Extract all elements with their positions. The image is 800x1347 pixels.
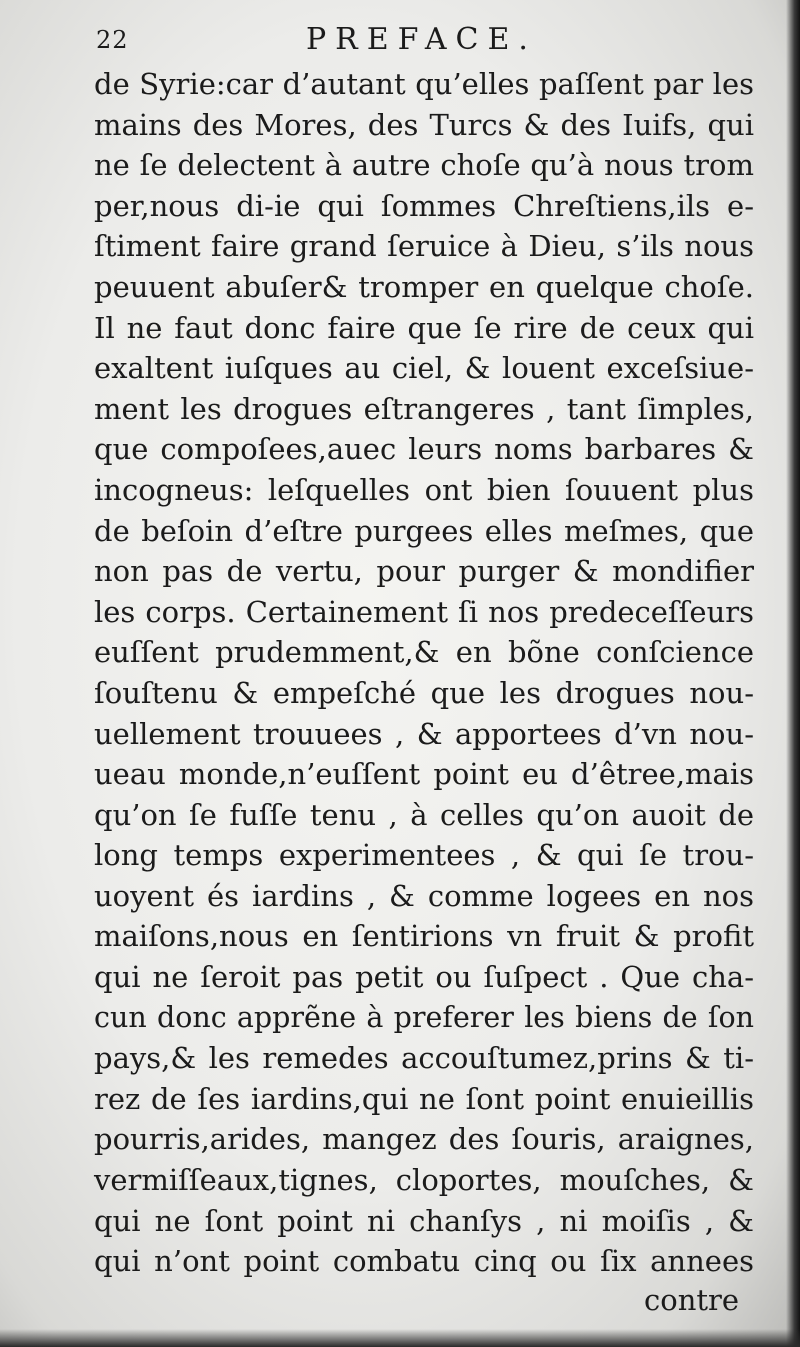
page-number: 22 bbox=[96, 26, 129, 54]
page-edge-shadow bbox=[786, 0, 800, 1347]
body-text bbox=[94, 64, 754, 1282]
text-line: qui n’ont point combatu cinq ou ſix annees bbox=[94, 1244, 754, 1279]
text-line: ueau monde,n’euſſent point eu d’êtree,mais bbox=[94, 757, 754, 792]
text-line: les corps. Certainement ſi nos predeceſſeurs bbox=[94, 594, 754, 629]
text-line: vermiſſeaux,tignes, cloportes, mouſches, & bbox=[94, 1163, 754, 1198]
text-line: long temps experimentees , & qui ſe trou- bbox=[94, 838, 754, 873]
text-line: non pas de vertu, pour purger & mondifier bbox=[94, 554, 754, 589]
text-line: maiſons,nous en ſentirions vn fruit & profit bbox=[94, 919, 754, 954]
text-line: pourris,arides, mangez des ſouris, araignes, bbox=[94, 1122, 754, 1157]
text-line: ſouſtenu & empeſché que les drogues nou- bbox=[94, 675, 754, 710]
text-line: qu’on ſe fuſſe tenu , à celles qu’on auoit de bbox=[94, 797, 754, 832]
page-header bbox=[96, 22, 756, 58]
text-line: que compoſees,auec leurs noms barbares & bbox=[94, 432, 754, 467]
text-line: ne ſe delectent à autre choſe qu’à nous trom bbox=[94, 148, 754, 183]
text-line: cun donc apprẽne à preferer les biens de ſon bbox=[94, 1000, 754, 1034]
running-head: PREFACE. bbox=[306, 22, 537, 57]
page-bottom-shadow bbox=[0, 1329, 800, 1347]
text-line: Il ne faut donc faire que ſe rire de ceux qui bbox=[94, 310, 754, 345]
text-line: exaltent iuſques au ciel, & louent exceſsiue- bbox=[94, 351, 754, 386]
text-line: incogneus: leſquelles ont bien ſouuent plus bbox=[94, 472, 754, 507]
text-line: ſtiment faire grand ſeruice à Dieu, s’ils nous bbox=[94, 229, 754, 264]
text-line: pays,& les remedes accouſtumez,prins & ti- bbox=[94, 1041, 754, 1076]
text-line: qui ne ſeroit pas petit ou ſuſpect . Que cha- bbox=[94, 960, 754, 995]
catchword: contre bbox=[644, 1283, 740, 1317]
text-line: per,nous di-ie qui ſommes Chreſtiens,ils e- bbox=[94, 188, 754, 223]
text-line: de beſoin d’eſtre purgees elles meſmes, que bbox=[94, 513, 754, 548]
text-line: uoyent és iardins , & comme logees en nos bbox=[94, 878, 754, 913]
text-line: ment les drogues eſtrangeres , tant ſimples, bbox=[94, 391, 754, 426]
text-line: uellement trouuees , & apportees d’vn nou- bbox=[94, 716, 754, 751]
text-line: de Syrie:car d’autant qu’elles paſſent par les bbox=[94, 67, 754, 101]
text-line: mains des Mores, des Turcs & des Iuifs, qui bbox=[94, 107, 754, 142]
text-line: peuuent abuſer& tromper en quelque choſe. bbox=[94, 269, 754, 304]
text-line: qui ne ſont point ni chanſys , ni moiſis , & bbox=[94, 1203, 754, 1238]
text-line: euſſent prudemment,& en bõne conſcience bbox=[94, 635, 754, 670]
text-line: rez de ſes iardins,qui ne ſont point enuieillis bbox=[94, 1081, 754, 1116]
